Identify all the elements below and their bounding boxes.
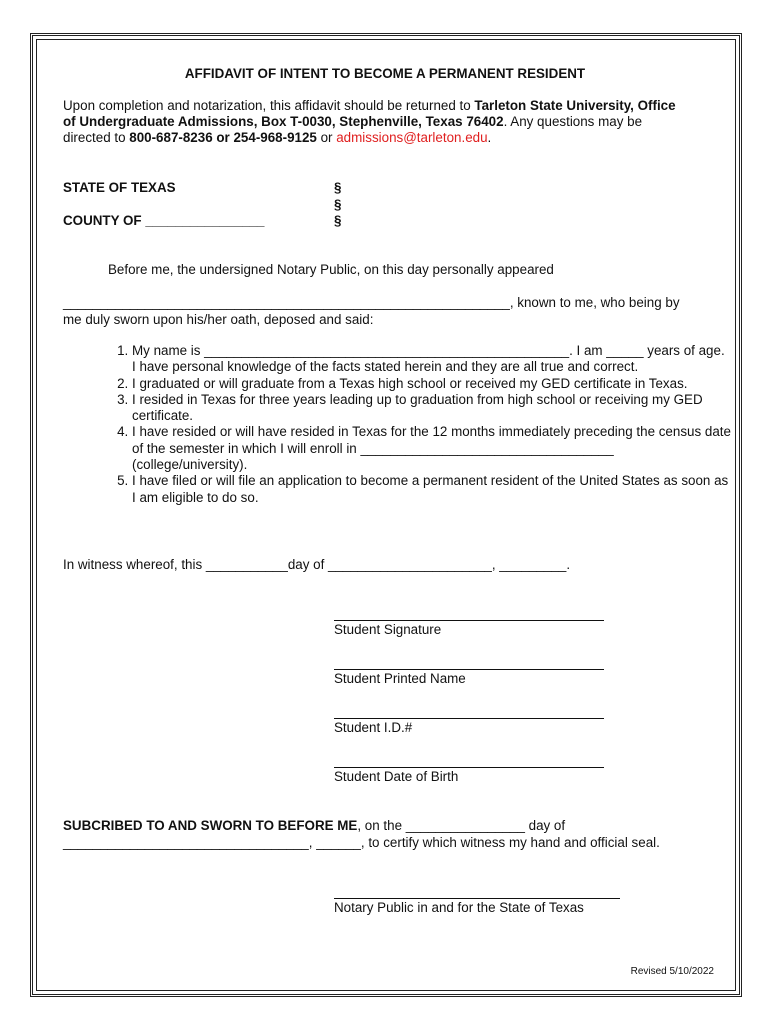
section-symbol: § (334, 197, 342, 212)
county-label: COUNTY OF ________________ (63, 213, 265, 228)
subscribed-heading: SUBCRIBED TO AND SWORN TO BEFORE ME (63, 818, 358, 833)
statement-item: 2. I graduated or will graduate from a Texas high school or received my GED certificate in Texas. (132, 376, 732, 392)
intro-text: Upon completion and notarization, this affidavit should be returned to (63, 98, 475, 113)
intro-text: directed to (63, 130, 130, 145)
signature-line (334, 620, 604, 621)
intro-line-2 (63, 114, 642, 129)
section-symbol: § (334, 213, 342, 228)
intro-text: . (487, 130, 492, 145)
signature-line (334, 669, 604, 670)
statement-item: 5. I have filed or will file an application to become a permanent resident of the United States as soon as I am eligible to do so. (132, 473, 732, 506)
statements-list (108, 343, 732, 506)
sworn-line: me duly sworn upon his/her oath, deposed and said: (63, 312, 374, 327)
intro-line-1 (63, 98, 676, 113)
intro-line-3 (63, 130, 491, 145)
notary-text: , on the ________________ day of (357, 818, 566, 833)
student-printed-name-label: Student Printed Name (334, 671, 466, 686)
before-me-text: Before me, the undersigned Notary Public, on this day personally appeared (108, 262, 554, 277)
document-title: AFFIDAVIT OF INTENT TO BECOME A PERMANENT RESIDENT (184, 66, 586, 81)
notary-signature-line (334, 898, 620, 899)
state-label: STATE OF TEXAS (63, 180, 176, 195)
notary-label: Notary Public in and for the State of Texas (334, 900, 584, 915)
intro-text: . Any questions may be (503, 114, 643, 129)
witness-line: In witness whereof, this ___________day of ______________________, _________. (63, 557, 571, 572)
signature-line (334, 767, 604, 768)
phone-numbers: 800-687-8236 or 254-968-9125 (129, 130, 317, 145)
signature-line (334, 718, 604, 719)
intro-text: or (316, 130, 337, 145)
notary-line-2: _________________________________, ______, to certify which witness my hand and official seal. (63, 835, 660, 850)
appeared-line: ____________________________________________________________, known to me, who being by (63, 295, 680, 310)
notary-line-1 (63, 818, 565, 833)
statement-item: 4. I have resided or will have resided in Texas for the 12 months immediately preceding the census date of the semester in which I will enroll in __________________________________ (college/university). (132, 424, 732, 473)
mailing-address: of Undergraduate Admissions, Box T-0030, Stephenville, Texas 76402 (63, 114, 504, 129)
student-id-label: Student I.D.# (334, 720, 413, 735)
section-symbol: § (334, 180, 342, 195)
email-link[interactable]: admissions@tarleton.edu (336, 130, 488, 145)
student-dob-label: Student Date of Birth (334, 769, 459, 784)
statement-item: 3. I resided in Texas for three years leading up to graduation from high school or receiving my GED certificate. (132, 392, 732, 425)
student-signature-label: Student Signature (334, 622, 442, 637)
statement-item: 1. My name is _________________________________________________. I am _____ years of age. I have personal knowledge of the facts stated herein and they are all true and correct. (132, 343, 732, 376)
page-border (30, 33, 742, 997)
university-office: Tarleton State University, Office (474, 98, 676, 113)
revision-date: Revised 5/10/2022 (630, 966, 714, 977)
